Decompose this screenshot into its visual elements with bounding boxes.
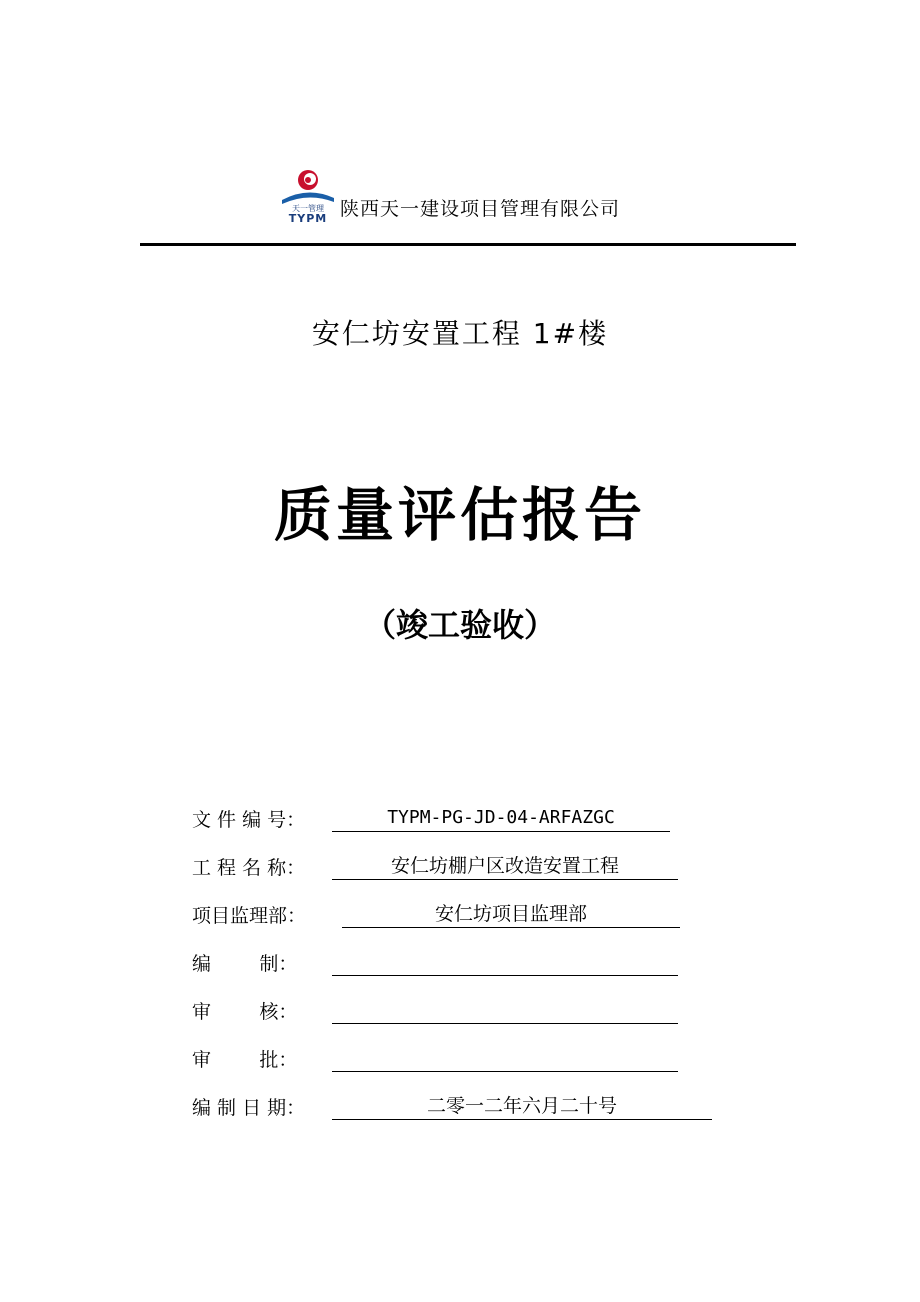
field-value: 安仁坊项目监理部 xyxy=(342,901,680,928)
field-row-date xyxy=(192,1088,712,1120)
field-label: 编 制 日 期： xyxy=(192,1097,306,1119)
field-label: 项目监理部： xyxy=(192,905,307,927)
company-logo xyxy=(278,164,338,224)
field-label: 审 核： xyxy=(192,1001,298,1023)
field-value xyxy=(332,997,678,1024)
field-value: 二零一二年六月二十号 xyxy=(332,1093,712,1120)
field-row-doc-no xyxy=(192,800,670,832)
field-label: 审 批： xyxy=(192,1049,298,1071)
field-row-approved-by xyxy=(192,1040,678,1072)
field-label: 工 程 名 称： xyxy=(192,857,306,879)
field-value: 安仁坊棚户区改造安置工程 xyxy=(332,853,678,880)
field-value: TYPM-PG-JD-04-ARFAZGC xyxy=(332,805,670,832)
field-label: 编 制： xyxy=(192,953,298,975)
field-label: 文 件 编 号： xyxy=(192,809,306,831)
project-title: 安仁坊安置工程 1#楼 xyxy=(311,317,609,350)
company-name: 陕西天一建设项目管理有限公司 xyxy=(340,198,621,220)
field-row-supervision-dept xyxy=(192,896,680,928)
logo-text-bottom: TYPM xyxy=(288,212,328,224)
report-subtitle: （竣工验收） xyxy=(363,606,556,644)
field-row-prepared-by xyxy=(192,944,678,976)
field-value xyxy=(332,949,678,976)
letterhead xyxy=(278,160,620,224)
field-row-reviewed-by xyxy=(192,992,678,1024)
logo-text-top: 天一管理 xyxy=(292,204,324,213)
field-row-project-name xyxy=(192,848,678,880)
report-title: 质量评估报告 xyxy=(273,481,646,549)
header-divider xyxy=(140,243,796,246)
field-value xyxy=(332,1045,678,1072)
